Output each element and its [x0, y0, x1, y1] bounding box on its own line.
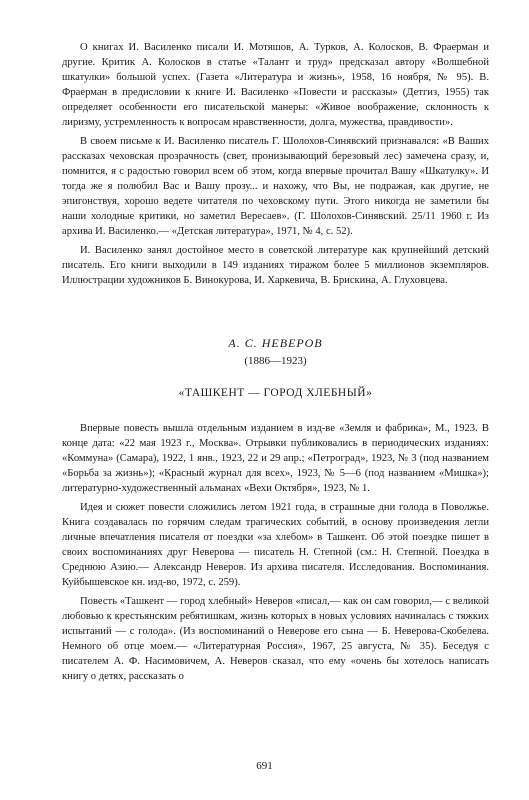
author-years: (1886—1923) [244, 355, 307, 367]
paragraph: Идея и сюжет повести сложились летом 1921 года, в страшные дни голода в Поволжье. Книга создавалась по горячим следам трагических событий, в основу произведения легли личные впечатления писателя от поездки «за хлебом» в Ташкент. Об этой поездке пишет в своих воспоминаниях друг Неверова — писатель Н. Степной (см.: Н. Степной. Поездка в Среднюю Азию.— Александр Неверов. Из архива писателя. Исследования. Воспоминания. Куйбышевское кн. изд-во, 1972, с. 259). [62, 502, 489, 588]
paragraph: Повесть «Ташкент — город хлебный» Неверов «писал,— как он сам говорил,— с великой любовью к крестьянским ребятишкам, жизнь которых в новых условиях начиналась с тяжких испытаний — с голода». (Из воспоминаний о Неверове его сына — Б. Неверова-Скобелева. Немного об отце моем.— «Литературная Россия», 1967, 25 августа, № 35). Беседуя с писателем А. Ф. Насимовичем, А. Неверов сказал, что ему «очень бы хотелось написать книгу о детях, рассказать о [62, 596, 489, 682]
page-number: 691 [256, 760, 273, 772]
paragraph: Впервые повесть вышла отдельным изданием в изд-ве «Земля и фабрика», М., 1923. В конце дата: «22 мая 1923 г., Москва». Отрывки публиковались в периодических изданиях: «Коммуна» (Самара), 1922, 1 янв., 1923, 22 и 29 апр.; «Петроград», 1923, № 3 (под названием «Борьба за жизнь»); «Красный журнал для всех», 1923, № 5—6 (под названием «Мишка»); литературно-художественный альманах «Вехи Октября», 1923, № 1. [62, 423, 489, 494]
paragraph: О книгах И. Василенко писали И. Мотяшов, А. Турков, А. Колосков, В. Фраерман и другие. Критик А. Колосков в статье «Талант и труд» предсказал автору «Волшебной шкатулки» большой успех. (Газета «Литература и жизнь», 1958, 16 ноября, № 95). В. Фраерман в предисловии к книге И. Василенко «Повести и рассказы» (Детгиз, 1955) так определяет особенности его писательской манеры: «Живое воображение, склонность к лиризму, устремленность к вопросам нравственности, долга, мужества, правдивости». [62, 42, 489, 128]
paragraph: В своем письме к И. Василенко писатель Г. Шолохов-Синявский признавался: «В Ваших рассказах чеховская прозрачность (свет, пронизывающий березовый лес) замечена сразу, и, помнится, я с радостью говорил всем об этом, когда впервые прочитал Вашу «Шкатулку». И тогда же я полюбил Вас и Вашу прозу... и нахожу, что Вы, не подражая, как другие, не эпигонствуя, хорошо ведете читателя по чеховскому пути. Этого никогда не заметили бы наши холодные критики, но заметил Вересаев». (Г. Шолохов-Синявский. 25/11 1960 г. Из архива И. Василенко.— «Детская литература», 1971, № 4, с. 52). [62, 136, 489, 237]
work-title: «ТАШКЕНТ — ГОРОД ХЛЕБНЫЙ» [178, 387, 373, 399]
paragraph: И. Василенко занял достойное место в советской литературе как крупнейший детский писатель. Его книги выходили в 149 изданиях тиражом более 5 миллионов экземпляров. Иллюстрации художников Б. Винокурова, И. Харкевича, В. Брискина, А. Глуховцева. [62, 245, 489, 286]
author-heading: А. С. НЕВЕРОВ [228, 336, 323, 350]
vasilenko-notes [62, 40, 489, 288]
neverov-notes [62, 421, 489, 684]
